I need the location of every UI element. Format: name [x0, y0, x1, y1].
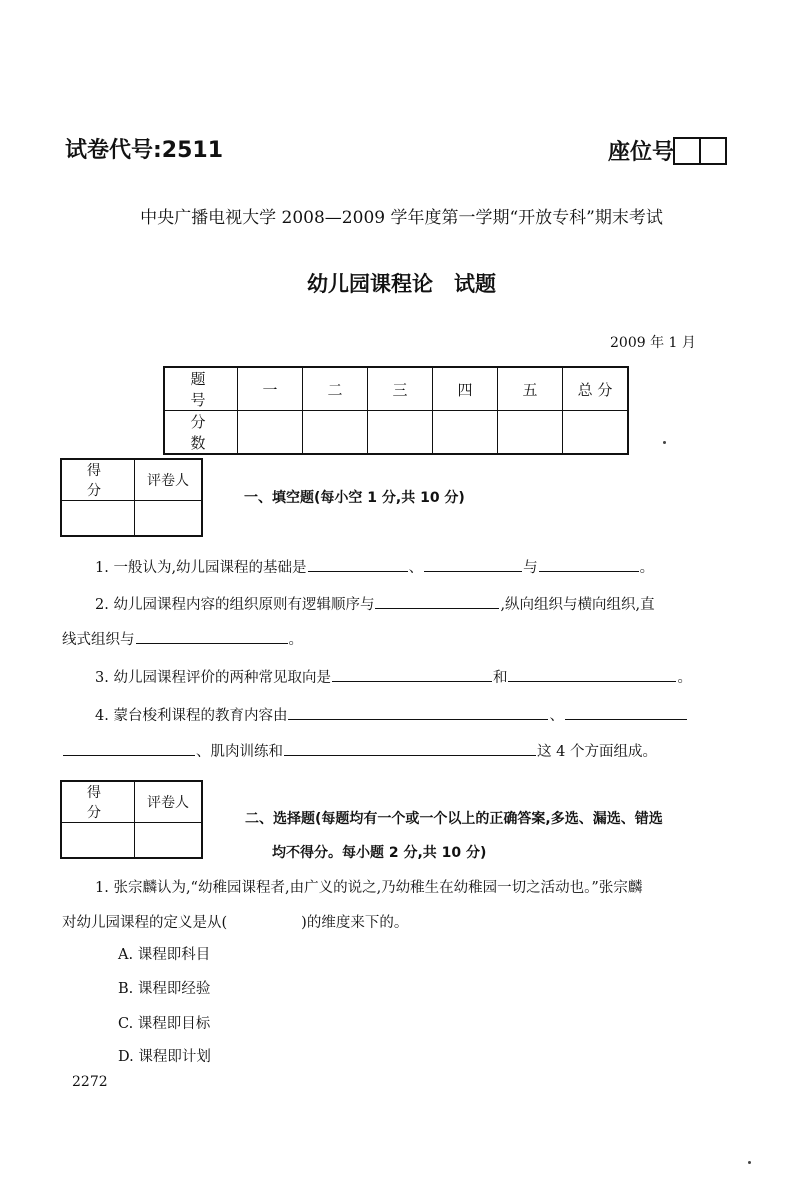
- section2-heading-line2: 均不得分。每小题 2 分,共 10 分): [272, 845, 487, 861]
- grader-table-section1: [60, 458, 203, 537]
- grader-score-label: 得 分: [61, 781, 135, 823]
- choice-question-1-line2: 对幼儿园课程的定义是从( )的维度来下的。: [62, 915, 409, 931]
- grader-score-cell: [61, 823, 135, 859]
- grader-score-cell: [61, 501, 135, 537]
- fill-question-4: 4. 蒙台梭利课程的教育内容由 、: [95, 704, 688, 725]
- answer-blank: [284, 741, 536, 757]
- grader-label: 评卷人: [135, 459, 203, 501]
- option-b: B. 课程即经验: [118, 981, 211, 997]
- answer-blank: [424, 557, 522, 573]
- option-c: C. 课程即目标: [118, 1016, 211, 1032]
- answer-blank: [63, 741, 195, 757]
- paper-code: 试卷代号:2511: [65, 138, 224, 163]
- answer-blank: [308, 557, 408, 573]
- score-table: [163, 366, 629, 455]
- answer-blank: [508, 667, 676, 683]
- score-cell: [433, 411, 498, 455]
- fill-question-3: 3. 幼儿园课程评价的两种常见取向是 和 。: [95, 666, 692, 687]
- seat-number: [608, 135, 727, 166]
- grader-label: 评卷人: [135, 781, 203, 823]
- score-table-label-score: 分 数: [164, 411, 238, 455]
- scan-speck: [748, 1161, 751, 1164]
- score-table-col-2: 二: [303, 367, 368, 411]
- answer-blank: [565, 705, 687, 721]
- score-cell: [238, 411, 303, 455]
- option-a: A. 课程即科目: [118, 947, 211, 963]
- section1-heading: 一、填空题(每小空 1 分,共 10 分): [244, 490, 465, 506]
- exam-title: 幼儿园课程论 试题: [307, 272, 496, 296]
- fill-question-2: 2. 幼儿园课程内容的组织原则有逻辑顺序与 ,纵向组织与横向组织,直: [95, 593, 655, 614]
- answer-blank: [332, 667, 492, 683]
- score-cell: [303, 411, 368, 455]
- score-table-col-5: 五: [498, 367, 563, 411]
- score-cell: [368, 411, 433, 455]
- page-code: 2272: [72, 1074, 108, 1090]
- grader-name-cell: [135, 501, 203, 537]
- answer-blank: [539, 557, 639, 573]
- score-table-col-total: 总 分: [563, 367, 629, 411]
- grader-name-cell: [135, 823, 203, 859]
- score-table-header-row: [164, 367, 628, 411]
- answer-blank: [288, 705, 548, 721]
- grader-table-section2: [60, 780, 203, 859]
- fill-question-1: 1. 一般认为,幼儿园课程的基础是 、 与 。: [95, 556, 654, 577]
- score-table-score-row: [164, 411, 628, 455]
- seat-number-boxes: [675, 137, 727, 165]
- score-table-col-1: 一: [238, 367, 303, 411]
- score-table-label-question: 题 号: [164, 367, 238, 411]
- option-d: D. 课程即计划: [118, 1049, 211, 1065]
- choice-question-1: 1. 张宗麟认为,“幼稚园课程者,由广义的说之,乃幼稚生在幼稚园一切之活动也。”张宗麟: [95, 880, 643, 896]
- scan-speck: [663, 441, 666, 444]
- exam-date: 2009 年 1 月: [610, 335, 696, 351]
- answer-blank: [375, 594, 499, 610]
- score-table-col-3: 三: [368, 367, 433, 411]
- answer-blank: [136, 629, 288, 645]
- score-table-col-4: 四: [433, 367, 498, 411]
- score-cell: [563, 411, 629, 455]
- fill-question-4-line2: 、肌肉训练和 这 4 个方面组成。: [62, 740, 657, 761]
- seat-label: 座位号: [608, 140, 675, 165]
- score-cell: [498, 411, 563, 455]
- grader-score-label: 得 分: [61, 459, 135, 501]
- section2-heading-line1: 二、选择题(每题均有一个或一个以上的正确答案,多选、漏选、错选: [245, 811, 663, 827]
- university-line: 中央广播电视大学 2008—2009 学年度第一学期“开放专科”期末考试: [140, 208, 663, 228]
- fill-question-2-line2: 线式组织与 。: [62, 628, 303, 649]
